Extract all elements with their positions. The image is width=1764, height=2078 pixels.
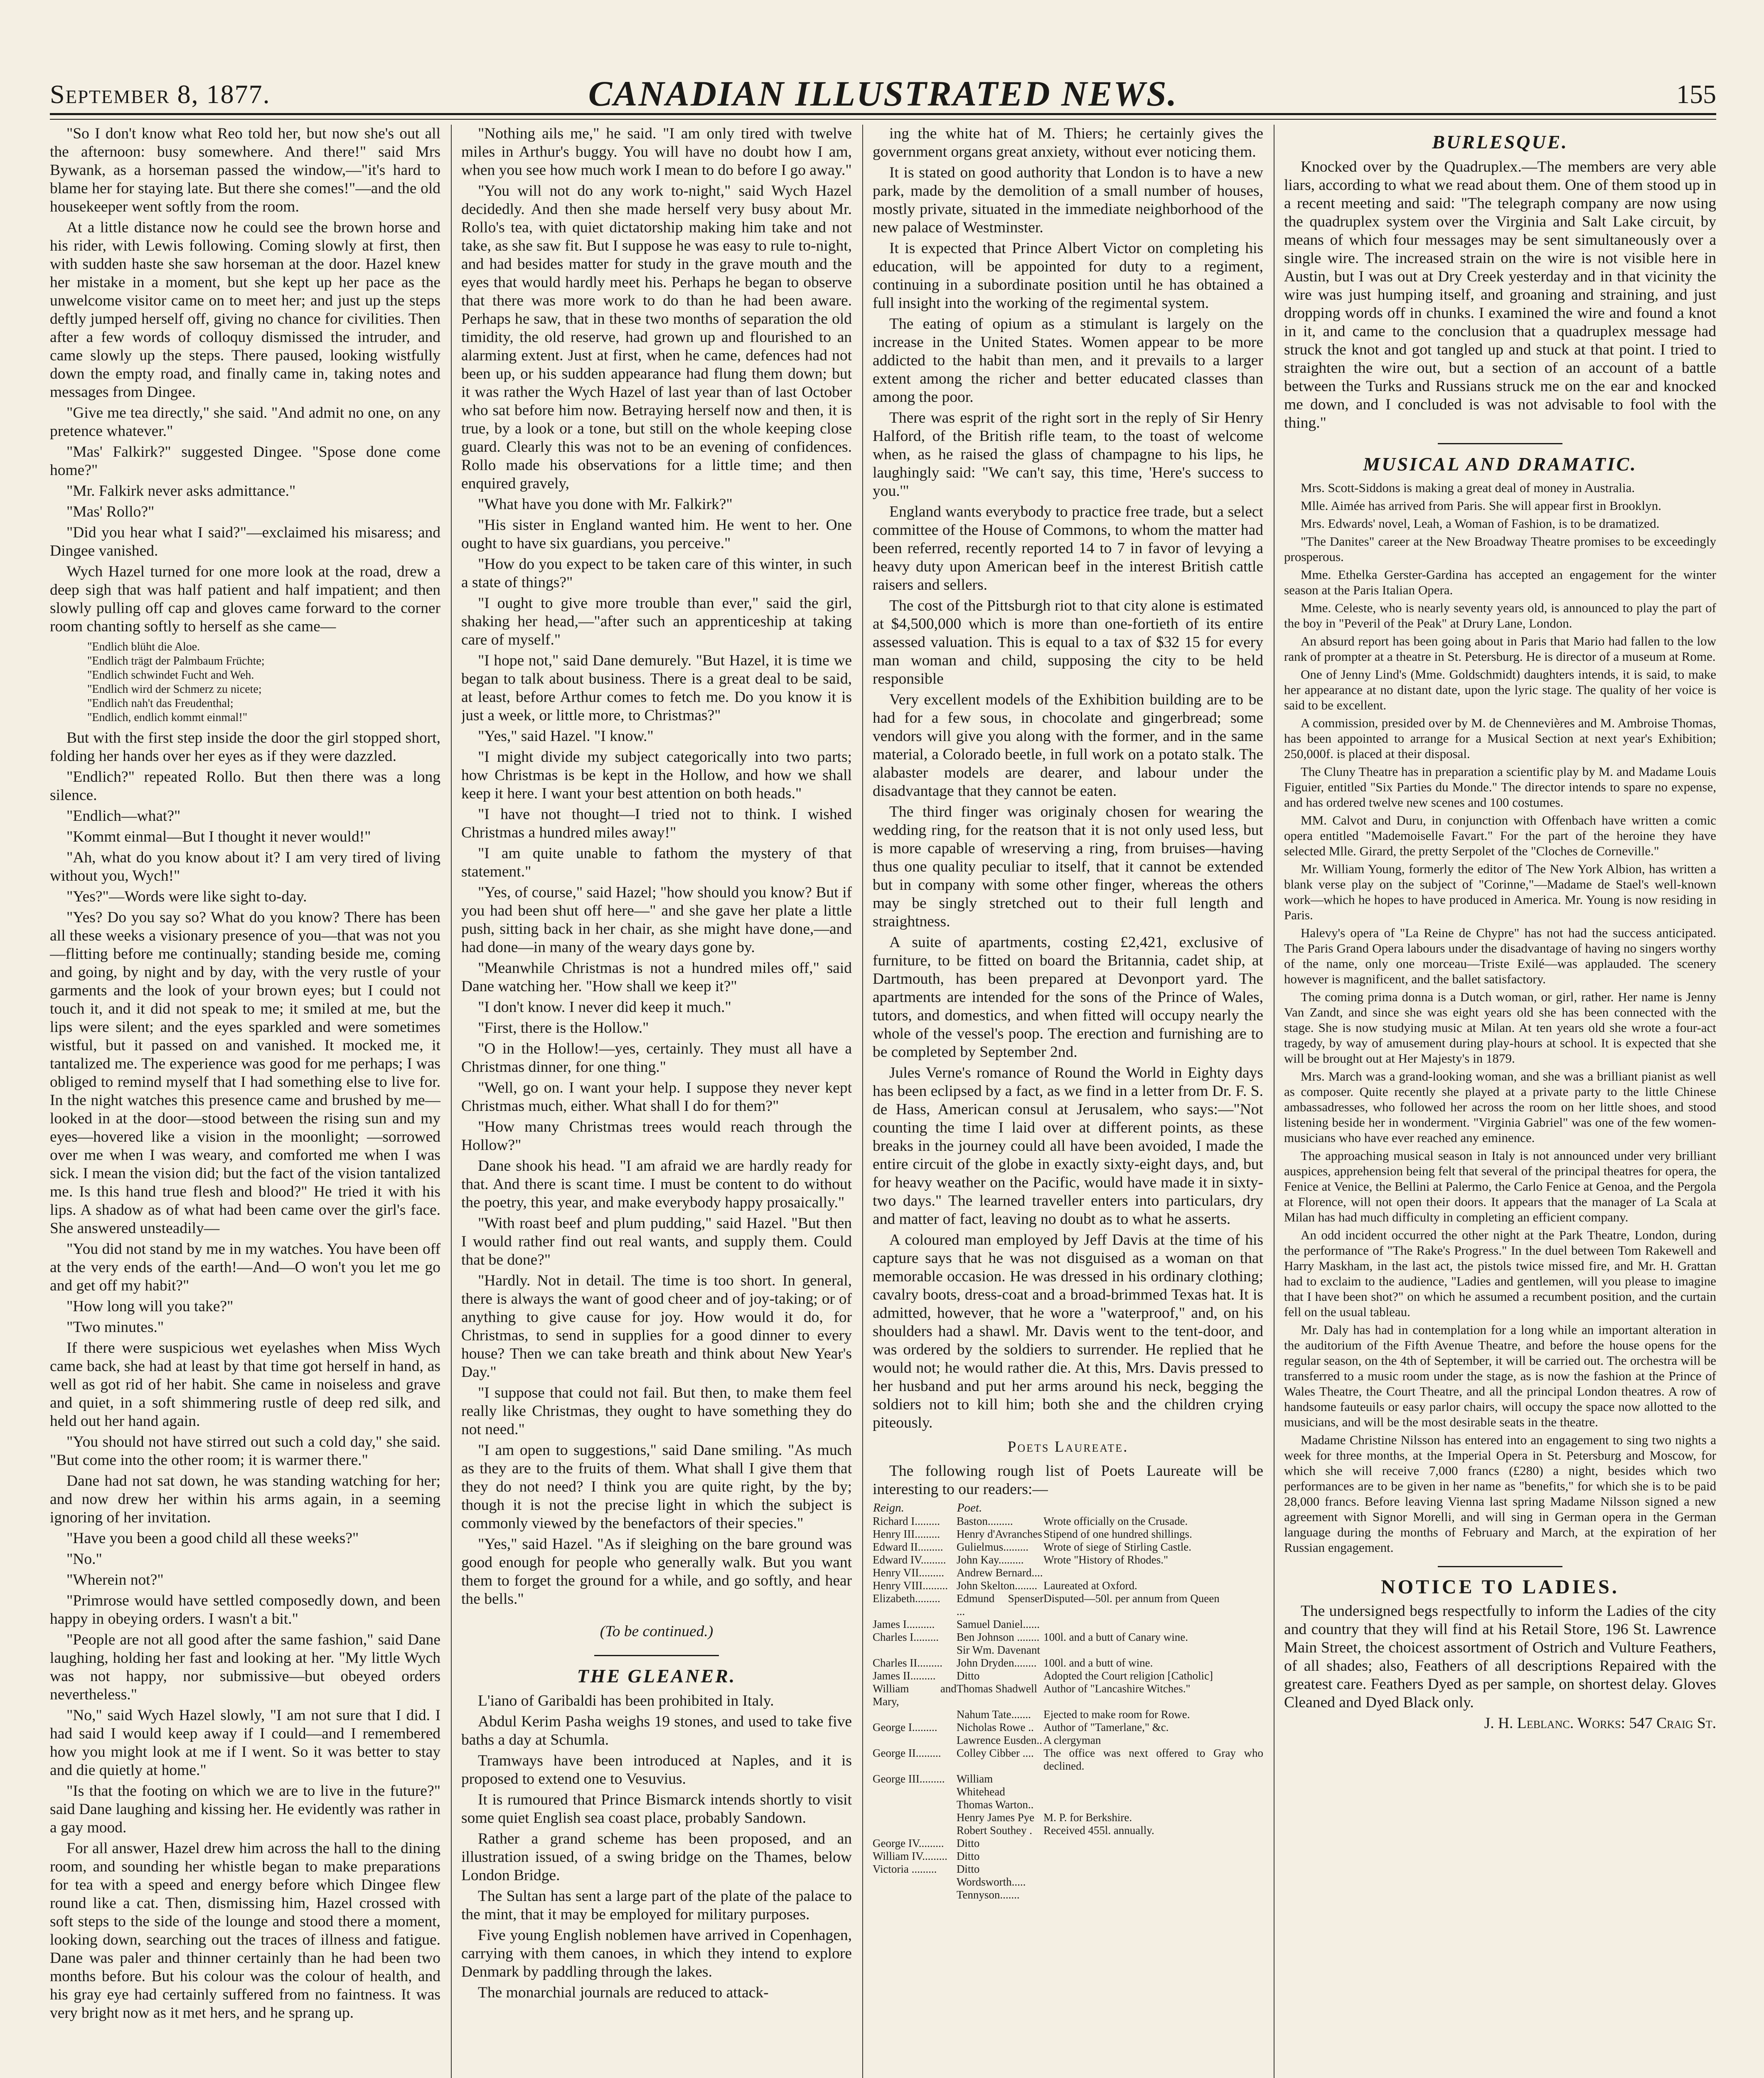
note-cell bbox=[1043, 1773, 1263, 1798]
paragraph: "First, there is the Hollow." bbox=[478, 1019, 649, 1037]
note-cell: Laureated at Oxford. bbox=[1043, 1579, 1137, 1592]
note-cell bbox=[1043, 1644, 1263, 1657]
poet-row bbox=[873, 1618, 1263, 1631]
verse-line: "Endlich trägt der Palmbaum Früchte; bbox=[87, 655, 265, 667]
news-item: The third finger was originaly chosen for wearing the wedding ring, for the reatson that it is not only used less, but is more capable of wreserving a ring, from bruises—having thus one quality peculiar to itself, that it cannot be extended but in company with some other finger, whereas the others may be singly stretched out to their full length and straightness. bbox=[873, 803, 1263, 930]
paragraph: "No," said Wych Hazel slowly, "I am not sure that I did. I had said I would keep away if I could—and I remembered how you might look at me if I went. So it was better to stay and die quietly at home." bbox=[50, 1707, 440, 1779]
reign-cell bbox=[873, 1644, 957, 1657]
poet-row bbox=[873, 1515, 1263, 1528]
paragraph: "I suppose that could not fail. But then, to make them feel really like Christmas, they ought to have something they do not need." bbox=[461, 1384, 852, 1438]
poet-cell: Baston......... bbox=[956, 1515, 1013, 1527]
poet-row bbox=[873, 1811, 1263, 1824]
news-item: "The Danites" career at the New Broadway Theatre promises to be exceedingly prosperous. bbox=[1284, 534, 1716, 564]
poet-cell: Thomas Warton.. bbox=[956, 1798, 1034, 1811]
paragraph: "No." bbox=[66, 1551, 102, 1568]
reign-cell: Henry III......... bbox=[873, 1528, 940, 1540]
paragraph: If there were suspicious wet eyelashes when Miss Wych came back, she had at least by that time got herself in hand, as well as got rid of her habit. She came in noiseless and grave and quiet, in a soft shimmering rustle of deep red silk, and held out her hand again. bbox=[50, 1339, 440, 1430]
note-cell: Author of "Tamerlane," &c. bbox=[1043, 1721, 1169, 1733]
poets-laureate-heading: Poets Laureate. bbox=[1007, 1438, 1129, 1455]
paragraph: At a little distance now he could see the brown horse and his rider, with Lewis following. Coming slowly at first, then with sudden haste she saw horseman at the door. Hazel knew her mistake in a moment, but she kept up her pace as the unwelcome visitor came on to meet her; and just up the steps deftly jumped herself off, giving no chance for civilities. Then after a few words of colloquy dismissed the intruder, and came slowly up the steps. There paused, looking wistfully down the empty road, and finally came in, taking notes and messages from Dingee. bbox=[50, 219, 440, 401]
poet-cell: Nahum Tate....... bbox=[956, 1708, 1031, 1721]
verse-line: "Endlich blüht die Aloe. bbox=[87, 640, 200, 653]
section-divider bbox=[1438, 1566, 1562, 1567]
news-item: Abdul Kerim Pasha weighs 19 stones, and used to take five baths a day at Schumla. bbox=[461, 1713, 852, 1748]
poet-row bbox=[873, 1657, 1263, 1669]
paragraph: "Hardly. Not in detail. The time is too short. In general, there is always the want of good cheer and of joy-taking; or of anything to give cause for joy. How would it do, for Christmas, to send in supplies for a good dinner to every house? Then we can take breath and think about New Year's Day." bbox=[461, 1272, 852, 1381]
poet-row bbox=[873, 1824, 1263, 1837]
reign-cell: George I......... bbox=[873, 1721, 937, 1733]
column-header-poet: Poet. bbox=[957, 1501, 982, 1514]
advertisement-text: The undersigned begs respectfully to inform the Ladies of the city and country that they will find at his Retail Store, 196 St. Lawrence Main Street, the choicest assortment of Ostrich and Vulture Feathers, of all shades; also, Feathers of all descriptions Repaired with the greatest care. Feathers Dyed as per sample, on shortest delay. Gloves Cleaned and Dyed Black only. bbox=[1284, 1603, 1716, 1711]
poet-row bbox=[873, 1528, 1263, 1541]
paragraph: "Nothing ails me," he said. "I am only tired with twelve miles in Arthur's buggy. You will have no doubt how I am, when you see how much work I mean to do before I go away." bbox=[461, 125, 852, 179]
poets-intro: The following rough list of Poets Laureate will be interesting to our readers:— bbox=[873, 1462, 1263, 1498]
paragraph: "Yes?"—Words were like sight to-day. bbox=[66, 888, 307, 905]
news-item: Very excellent models of the Exhibition building are to be had for a few sous, in chocolate and gingerbread; some vendors will give you along with the former, and in the same material, a Colorado beetle, in full work on a potato stalk. The alabaster models are dearer, and labour under the disadvantage that they cannot be eaten. bbox=[873, 691, 1263, 800]
poet-cell: Nicholas Rowe .. bbox=[956, 1721, 1034, 1733]
paragraph: "Endlich—what?" bbox=[66, 808, 181, 825]
section-divider bbox=[1438, 443, 1562, 444]
poet-row bbox=[873, 1850, 1263, 1863]
paragraph: "O in the Hollow!—yes, certainly. They must all have a Christmas dinner, for one thing." bbox=[461, 1040, 852, 1076]
issue-date: September 8, 1877. bbox=[50, 79, 271, 109]
verse-line: "Endlich wird der Schmerz zu nicete; bbox=[87, 683, 262, 696]
reign-cell: George III......... bbox=[873, 1773, 945, 1785]
news-item: Mr. Daly has had in contemplation for a long while an important alteration in the auditorium of the Fifth Avenue Theatre, and before the house opens for the regular season, on the 4th of September, it will be carried out. The orchestra will be transferred to a music room under the stage, as is now the fashion at the Prince of Wales Theatre, the Court Theatre, and all the principal London theatres. A row of handsome fauteuils or easy parlor chairs, will occupy the space now allotted to the musicians, and will be the most desirable seats in the theatre. bbox=[1284, 1322, 1716, 1429]
reign-cell: William IV......... bbox=[873, 1850, 947, 1862]
reign-cell bbox=[873, 1811, 957, 1824]
page-number: 155 bbox=[1676, 79, 1716, 109]
poet-cell: Gulielmus......... bbox=[956, 1541, 1029, 1553]
reign-cell bbox=[873, 1888, 957, 1901]
news-item: L'iano of Garibaldi has been prohibited in Italy. bbox=[478, 1692, 774, 1709]
paragraph: "I hope not," said Dane demurely. "But Hazel, it is time we began to talk about business. There is a great deal to be said, at least, before Arthur comes to fetch me. Do you know it is just a week, or little more, to Christmas?" bbox=[461, 652, 852, 724]
reign-cell: George II......... bbox=[873, 1747, 941, 1759]
poet-cell: John Dryden........ bbox=[956, 1657, 1037, 1669]
verse-line: "Endlich nah't das Freudenthal; bbox=[87, 697, 234, 710]
paragraph: "You did not stand by me in my watches. You have been off at the very ends of the earth!—And—O won't you let me go and get off my habit?" bbox=[50, 1241, 440, 1294]
column-divider bbox=[862, 125, 863, 2078]
paragraph: "Ah, what do you know about it? I am very tired of living without you, Wych!" bbox=[50, 849, 440, 884]
column-2 bbox=[461, 125, 852, 2078]
poets-laureate-table bbox=[873, 1501, 1263, 1901]
to-be-continued: (To be continued.) bbox=[600, 1623, 713, 1640]
news-item: One of Jenny Lind's (Mme. Goldschmidt) daughters intends, it is said, to make her appearance at no distant date, upon the lyric stage. The quality of her voice is said to be excellent. bbox=[1284, 667, 1716, 712]
note-cell: The office was next offered to Gray who declined. bbox=[1043, 1747, 1263, 1772]
reign-cell: Henry VII......... bbox=[873, 1566, 944, 1579]
news-item: Mr. William Young, formerly the editor of The New York Albion, has written a blank verse play on the subject of "Corinne,"—Madame de Stael's well-known work—which he hopes to have produced in America. Mr. Young is now residing in Paris. bbox=[1284, 862, 1716, 922]
note-cell bbox=[1043, 1618, 1263, 1631]
musical-items bbox=[1284, 480, 1716, 1555]
reign-cell bbox=[873, 1824, 957, 1837]
news-item: MM. Calvot and Duru, in conjunction with Offenbach have written a comic opera entitled "Mademoiselle Favart." For the part of the heroine they have selected Mlle. Girard, the pretty Serpolet of the "Cloches de Corneville." bbox=[1284, 813, 1716, 858]
paragraph: "What have you done with Mr. Falkirk?" bbox=[478, 496, 733, 513]
poet-cell: Ditto bbox=[956, 1669, 980, 1682]
reign-cell: Edward IV......... bbox=[873, 1554, 946, 1566]
paragraph: "I ought to give more trouble than ever," said the girl, shaking her head,—"after such an apprenticeship at taking care of myself." bbox=[461, 595, 852, 648]
reign-cell bbox=[873, 1798, 957, 1811]
news-item: The Sultan has sent a large part of the plate of the palace to the mint, that it may be employed for military purposes. bbox=[461, 1888, 852, 1923]
note-cell: 100l. and a butt of Canary wine. bbox=[1043, 1631, 1188, 1643]
poet-row bbox=[873, 1644, 1263, 1657]
news-item: Mrs. Scott-Siddons is making a great deal of money in Australia. bbox=[1301, 480, 1635, 495]
news-item: The approaching musical season in Italy is not announced under very brilliant auspices, apprehension being felt that several of the principal theatres for opera, the Fenice at Venice, the Bellini at Palermo, the Carlo Fenice at Genoa, and the Pergola at Florence, will not open their doors. It appears that the manager of La Scala at Milan has had much difficulty in completing an efficient company. bbox=[1284, 1148, 1716, 1224]
news-item: The monarchial journals are reduced to attack- bbox=[478, 1984, 769, 2001]
poet-cell: Colley Cibber .... bbox=[956, 1747, 1034, 1759]
paragraph: "Primrose would have settled composedly down, and been happy in obeying orders. I wasn't a bit." bbox=[50, 1592, 440, 1627]
poet-cell: Samuel Daniel...... bbox=[956, 1618, 1040, 1630]
news-item: Mme. Celeste, who is nearly seventy years old, is announced to play the part of the boy in "Peveril of the Peak" at Drury Lane, London. bbox=[1284, 601, 1716, 630]
newspaper-title: CANADIAN ILLUSTRATED NEWS. bbox=[588, 74, 1178, 113]
paragraph: "Wherein not?" bbox=[66, 1571, 164, 1588]
column-4 bbox=[1284, 125, 1716, 2078]
notice-to-ladies-heading: NOTICE TO LADIES. bbox=[1381, 1576, 1619, 1598]
paragraph: "Mr. Falkirk never asks admittance." bbox=[66, 483, 296, 500]
reign-cell: Henry VIII......... bbox=[873, 1579, 948, 1592]
poet-row bbox=[873, 1708, 1263, 1721]
note-cell: A clergyman bbox=[1043, 1734, 1101, 1746]
poet-cell: John Skelton........ bbox=[956, 1579, 1038, 1592]
poet-row bbox=[873, 1541, 1263, 1554]
poet-row bbox=[873, 1863, 1263, 1876]
note-cell bbox=[1043, 1837, 1263, 1850]
reign-cell bbox=[873, 1876, 957, 1888]
news-item: Knocked over by the Quadruplex.—The members are very able liars, according to what we read about them. One of them stood up in a recent meeting and said: "The telegraph company are now using the quadruplex system over the Virginia and Salt Lake circuit, by means of which four messages may be sent simultaneously over a single wire. The increased strain on the wire is not visible here in Austin, but I was out at Dry Creek yesterday and in that vicinity the wire was just humping itself, and groaning and straining, and just dropping words off in chunks. I examined the wire and found a knot in it, and came to the conclusion that a quadruplex message had struck the knot and got tangled up and stuck at that point. I tried to straighten the wire out, but a section of an account of a battle between the Turks and Russians struck me on the ear and knocked me down, and I concluded is was not advisable to fool with the thing." bbox=[1284, 158, 1716, 431]
news-item: Mlle. Aimée has arrived from Paris. She will appear first in Brooklyn. bbox=[1301, 498, 1661, 513]
news-item: It is rumoured that Prince Bismarck intends shortly to visit some quiet English sea coast place, probably Sandown. bbox=[461, 1791, 852, 1827]
news-item: Mrs. Edwards' novel, Leah, a Woman of Fashion, is to be dramatized. bbox=[1301, 516, 1660, 531]
poet-cell: Lawrence Eusden.. bbox=[956, 1734, 1042, 1746]
news-item: There was esprit of the right sort in the reply of Sir Henry Halford, of the British rifle team, to the toast of welcome when, as he raised the glass of champagne to his lips, he laughingly said: "We can't say, this time, 'Here's success to you.'" bbox=[873, 409, 1263, 500]
reign-cell: James I.......... bbox=[873, 1618, 935, 1630]
poet-row bbox=[873, 1773, 1263, 1798]
section-divider bbox=[594, 1655, 719, 1656]
paragraph: "I might divide my subject categorically into two parts; how Christmas is be kept in the Hollow, and how we shall keep it here. I want your best attention on both heads." bbox=[461, 748, 852, 802]
poets-table-body bbox=[873, 1515, 1263, 1901]
news-item: Rather a grand scheme has been proposed, and an illustration issued, of a swing bridge on the Thames, below London Bridge. bbox=[461, 1830, 852, 1884]
poet-row bbox=[873, 1566, 1263, 1579]
poet-cell: Ben Johnson ........ bbox=[956, 1631, 1040, 1643]
poet-row bbox=[873, 1682, 1263, 1708]
poet-cell: Tennyson....... bbox=[956, 1888, 1020, 1901]
column-3 bbox=[873, 125, 1263, 2078]
news-item: A suite of apartments, costing £2,421, exclusive of furniture, to be fitted on board the Britannia, cadet ship, at Dartmouth, has been prepared at Devonport yard. The apartments are intended for the sons of the Prince of Wales, tutors, and domestics, and when fitted will occupy nearly the whole of the vessel's poop. The erection and furnishing are to be completed by September 2nd. bbox=[873, 934, 1263, 1061]
paragraph: But with the first step inside the door the girl stopped short, folding her hands over her eyes as if they were dazzled. bbox=[50, 729, 440, 765]
column-1-serial-story bbox=[50, 125, 440, 2078]
note-cell: Disputed—50l. per annum from Queen bbox=[1043, 1592, 1220, 1605]
paragraph: Wych Hazel turned for one more look at the road, drew a deep sigh that was half patient and half impatient; and then slowly pulling off cap and gloves came forward to the corner room chanting softly to herself as she came— bbox=[50, 563, 440, 635]
paragraph: "Two minutes." bbox=[66, 1319, 164, 1336]
paragraph: "Give me tea directly," she said. "And admit no one, on any pretence whatever." bbox=[50, 404, 440, 440]
reign-cell: Elizabeth......... bbox=[873, 1592, 940, 1605]
verse-line: "Endlich schwindet Fucht and Weh. bbox=[87, 669, 254, 682]
note-cell bbox=[1043, 1566, 1263, 1579]
news-item: The Cluny Theatre has in preparation a scientific play by M. and Madame Louis Figuier, entitled "Six Parties du Monde." The director intends to spare no expense, and has ordered twelve new scenes and 100 costumes. bbox=[1284, 764, 1716, 810]
poet-cell: Robert Southey . bbox=[956, 1824, 1033, 1837]
column-divider bbox=[451, 125, 452, 2078]
news-item: Mme. Ethelka Gerster-Gardina has accepted an engagement for the winter season at the Paris Italian Opera. bbox=[1284, 567, 1716, 597]
news-item: Mrs. March was a grand-looking woman, and she was a brilliant pianist as well as composer. Quite recently she played at a private party to the little Chinese ambassadresses, who followed her across the room on her little shoes, and stood listening beside her in wonderment. "Virginia Gabriel" was one of the few women-musicians who have ever reached any eminence. bbox=[1284, 1069, 1716, 1145]
poet-cell: Henry James Pye bbox=[956, 1811, 1035, 1824]
paragraph: "You will not do any work to-night," said Wych Hazel decidedly. And then she made herself very busy about Mr. Rollo's tea, with quiet dictatorship making him take and not take, as she saw fit. But I suppose he was easy to rule to-night, and had besides matter for study in the grave mouth and the eyes that would hardly meet his. Perhaps he began to observe that there was more work to do than he had been aware. Perhaps he saw, that in these two months of separation the old timidity, the old reserve, had grown up and flourished to an alarming extent. Just at first, when he came, defences had not been up, or his sudden appearance had flung them down; but it was rather the Wych Hazel of last year than of last October who sat before him now. Betraying herself now and then, it is true, by a look or a tone, but still on the whole keeping close guard. Clearly this was not to be an evening of confidences. Rollo made his observations for a little time; and then enquired gravely, bbox=[461, 182, 852, 492]
reign-cell: Charles II......... bbox=[873, 1657, 942, 1669]
burlesque-heading: BURLESQUE. bbox=[1432, 131, 1568, 153]
poet-row bbox=[873, 1798, 1263, 1811]
news-item: Jules Verne's romance of Round the World in Eighty days has been eclipsed by a fact, as we find in a letter from Dr. F. S. de Hass, American consul at Jerusalem, who says:—"Not counting the time I laid over at different points, as these breaks in the journey could all have been avoided, I made the entire circuit of the globe in exactly sixty-eight days, and, but for heavy weather on the Pacific, would have made it in sixty-two days." The learned traveller enters into particulars, dry and matter of fact, leaving no doubt as to what he asserts. bbox=[873, 1064, 1263, 1228]
masthead-rule bbox=[50, 113, 1716, 115]
news-item: The coming prima donna is a Dutch woman, or girl, rather. Her name is Jenny Van Zandt, and since she was eight years old she has been connected with the stage. She is now studying music at Milan. At ten years old she wrote a four-act tragedy, by way of amusement during play-hours at school. It is expected that she will be brought out at Her Majesty's in 1879. bbox=[1284, 990, 1716, 1066]
poet-row bbox=[873, 1837, 1263, 1850]
poet-row bbox=[873, 1554, 1263, 1566]
news-item: Tramways have been introduced at Naples, and it is proposed to extend one to Vesuvius. bbox=[461, 1752, 852, 1787]
news-item: Five young English noblemen have arrived in Copenhagen, carrying with them canoes, in which they intend to explore Denmark by paddling through the lakes. bbox=[461, 1927, 852, 1980]
paragraph: "Endlich?" repeated Rollo. But then there was a long silence. bbox=[50, 768, 440, 804]
paragraph: "I don't know. I never did keep it much." bbox=[478, 999, 731, 1016]
news-item: The eating of opium as a stimulant is largely on the increase in the United States. Women appear to be more addicted to the habit than men, and it prevails to a larger extent among the richer and better educated classes than among the poor. bbox=[873, 315, 1263, 406]
news-item: A coloured man employed by Jeff Davis at the time of his capture says that he was not disguised as a woman on that memorable occasion. He was dressed in his ordinary clothing; cavalry boots, dress-coat and a broad-brimmed Texas hat. It is admitted, however, that he wore a "waterproof," and, on his shoulders had a shawl. Mr. Davis went to the tent-door, and was ordered by the soldiers to surrender. He replied that he would not; he would rather die. At this, Mrs. Davis pressed to her husband and put her arms around his neck, begging the soldiers not to kill him; both she and the children crying piteously. bbox=[873, 1231, 1263, 1431]
paragraph: "I am open to suggestions," said Dane smiling. "As much as they are to the fruits of them. What shall I give them that they do not need? I think you are quite right, by the by; though it is not the precise light in which the subject is commonly viewed by the benefactors of their species." bbox=[461, 1442, 852, 1532]
gleaner-heading: THE GLEANER. bbox=[577, 1665, 736, 1687]
paragraph: "Well, go on. I want your help. I suppose they never kept Christmas much, either. What shall I do for them?" bbox=[461, 1079, 852, 1115]
news-item: Halevy's opera of "La Reine de Chypre" has not had the success anticipated. The Paris Grand Opera labours under the disadvantage of having no singers worthy of the name, only one morceau—Triste Exilé—was applauded. The scenery however is magnificent, and the ballet satisfactory. bbox=[1284, 926, 1716, 986]
reign-cell: William and Mary, bbox=[873, 1682, 957, 1708]
column-header-reign: Reign. bbox=[873, 1501, 904, 1514]
note-cell: 100l. and a butt of wine. bbox=[1043, 1657, 1153, 1669]
news-item: An absurd report has been going about in Paris that Mario had fallen to the low rank of prompter at a theatre in St. Petersburg. He is director of a museum at Rome. bbox=[1284, 634, 1716, 664]
musical-dramatic-heading: MUSICAL AND DRAMATIC. bbox=[1363, 453, 1637, 475]
paragraph: "Mas' Rollo?" bbox=[66, 503, 155, 520]
note-cell bbox=[1043, 1798, 1263, 1811]
poet-cell: Edmund Spenser ... bbox=[956, 1592, 1044, 1618]
paragraph: "Yes, of course," said Hazel; "how should you know? But if you had been shut off here—" and she gave her plate a little push, sitting back in her chair, as she might have done,—and had done—in many of the weary days gone by. bbox=[461, 884, 852, 956]
news-item: It is stated on good authority that London is to have a new park, made by the demolition of a small number of houses, mostly private, situated in the immediate neighborhood of the new palace of Westminster. bbox=[873, 164, 1263, 236]
paragraph: "You should not have stirred out such a cold day," she said. "But come into the other room; it is warmer there." bbox=[50, 1433, 440, 1469]
news-item: A commission, presided over by M. de Chennevières and M. Ambroise Thomas, has been appointed to arrange for a Musical Section at next year's Exhibition; 250,000f. is placed at their disposal. bbox=[1284, 716, 1716, 761]
paragraph: "Meanwhile Christmas is not a hundred miles off," said Dane watching her. "How shall we keep it?" bbox=[461, 960, 852, 995]
reign-cell bbox=[873, 1734, 957, 1747]
news-item: It is expected that Prince Albert Victor on completing his education, will be appointed for duty to a regiment, continuing in a subordinate position until he has obtained a full insight into the working of the regimental system. bbox=[873, 240, 1263, 312]
paragraph: "Yes," said Hazel. "I know." bbox=[478, 728, 654, 745]
note-cell: Author of "Lancashire Witches." bbox=[1043, 1682, 1191, 1695]
note-cell: Stipend of one hundred shillings. bbox=[1043, 1528, 1192, 1540]
masthead bbox=[50, 66, 1716, 112]
verse-line: "Endlich, endlich kommt einmal!" bbox=[87, 711, 248, 724]
poet-cell: Ditto bbox=[956, 1850, 980, 1862]
poet-row bbox=[873, 1579, 1263, 1592]
poet-cell: Thomas Shadwell bbox=[956, 1682, 1038, 1695]
paragraph: "How long will you take?" bbox=[66, 1298, 234, 1315]
poet-cell: Henry d'Avranches bbox=[956, 1528, 1042, 1540]
note-cell bbox=[1043, 1850, 1263, 1863]
poet-row bbox=[873, 1592, 1263, 1618]
reign-cell: Victoria ......... bbox=[873, 1863, 937, 1875]
reign-cell: Charles I......... bbox=[873, 1631, 939, 1643]
paragraph: "People are not all good after the same fashion," said Dane laughing, holding her fast and looking at her. "My little Wych was not happy, nor submissive—but obeyed orders nevertheless." bbox=[50, 1631, 440, 1703]
note-cell: Wrote officially on the Crusade. bbox=[1043, 1515, 1188, 1527]
news-item: ing the white hat of M. Thiers; he certainly gives the government organs great anxiety, without ever noticing them. bbox=[873, 125, 1263, 160]
poet-cell: Wordsworth..... bbox=[956, 1876, 1026, 1888]
note-cell: Ejected to make room for Rowe. bbox=[1043, 1708, 1190, 1721]
paragraph: "I am quite unable to fathom the mystery of that statement." bbox=[461, 845, 852, 880]
paragraph: "Yes? Do you say so? What do you know? There has been all these weeks a visionary presence of you—that was not you—flitting before me continually; standing beside me, coming and going, by night and by day, with the very rustle of your garments and the look of your brown eyes; but I could not touch it, and it did not speak to me; it smiled at me, but the lips were silent; and the eyes sparkled and were sometimes wistful, but it passed on and vanished. It mocked me, it tantalized me. The experience was good for me perhaps; I was obliged to remind myself that I had something else to live for. In the night watches this presence came and brushed by me—looked in at the door—stood between the rising sun and my eyes—hovered like a vision in the moonlight; —sorrowed over me when I was weary, and comforted me when I was sick. I mean the vision did; but the fact of the vision tantalized me. Is this hand true flesh and blood?" He tried it with his lips. A shadow as of what had been came over the girl's face. She answered unsteadily— bbox=[50, 909, 440, 1237]
news-item: Madame Christine Nilsson has entered into an engagement to sing two nights a week for three months, at the Imperial Opera in St. Petersburg and Moscow, for which she will receive 7,000 francs (£280) a night, besides which two performances are to be given in her name as "benefits," for which she is to be paid 28,000 francs. Before leaving Vienna last spring Madame Nilsson signed a new agreement with Signor Morelli, and will sing in German opera in the German language during the months of February and March, at the expiration of her Russian engagement. bbox=[1284, 1433, 1716, 1555]
poet-row bbox=[873, 1631, 1263, 1644]
poet-row bbox=[873, 1876, 1263, 1888]
reign-cell: George IV......... bbox=[873, 1837, 944, 1849]
reign-cell: James II......... bbox=[873, 1669, 936, 1682]
note-cell: Wrote "History of Rhodes." bbox=[1043, 1554, 1169, 1566]
poet-cell: Ditto bbox=[956, 1837, 980, 1849]
note-cell bbox=[1043, 1876, 1263, 1888]
note-cell bbox=[1043, 1863, 1263, 1876]
paragraph: "Is that the footing on which we are to live in the future?" said Dane laughing and kissing her. He evidently was rather in a gay mood. bbox=[50, 1783, 440, 1836]
poet-row bbox=[873, 1721, 1263, 1734]
note-cell: Adopted the Court religion [Catholic] bbox=[1043, 1669, 1213, 1682]
news-item: England wants everybody to practice free trade, but a select committee of the House of Commons, to whom the matter had been referred, recently reported 14 to 7 in favor of levying a heavy duty upon American beef in the interest British cattle raisers and sellers. bbox=[873, 503, 1263, 593]
note-cell: Received 455l. annually. bbox=[1043, 1824, 1154, 1837]
reign-cell bbox=[873, 1708, 957, 1721]
paragraph: "His sister in England wanted him. He went to her. One ought to have six guardians, you perceive." bbox=[461, 517, 852, 552]
news-item: An odd incident occurred the other night at the Park Theatre, London, during the performance of "The Rake's Progress." In the duel between Tom Rakewell and Harry Maskham, in the last act, the pistols twice missed fire, and Mr. H. Grattan had to exclaim to the audience, "Ladies and gentlemen, will you please to imagine that I have been shot?" on which he assumed a recumbent position, and the curtain fell on the usual tableau. bbox=[1284, 1228, 1716, 1319]
poet-cell: Andrew Bernard.... bbox=[956, 1566, 1043, 1579]
news-item: The cost of the Pittsburgh riot to that city alone is estimated at $4,500,000 which is more than one-fortieth of its entire assessed valuation. This is equal to a tax of $32 15 for every man woman and child, supposing the city to be held responsible bbox=[873, 597, 1263, 687]
paragraph: "How many Christmas trees would reach through the Hollow?" bbox=[461, 1118, 852, 1154]
poet-cell: Ditto bbox=[956, 1863, 980, 1875]
paragraph: "Have you been a good child all these weeks?" bbox=[66, 1530, 359, 1547]
advertiser-signature: J. H. Leblanc. Works: 547 Craig St. bbox=[1484, 1715, 1716, 1732]
paragraph: "Mas' Falkirk?" suggested Dingee. "Spose done come home?" bbox=[50, 443, 440, 479]
paragraph: Dane had not sat down, he was standing watching for her; and now drew her within his arms again, in a seeming ignoring of her invitation. bbox=[50, 1472, 440, 1526]
note-cell: Wrote of siege of Stirling Castle. bbox=[1043, 1541, 1191, 1553]
paragraph: For all answer, Hazel drew him across the hall to the dining room, and sounding her whistle began to make preparations for tea with a speed and energy before which Dingee flew round like a cat. Then, dismissing him, Hazel crossed with soft steps to the side of the lounge and stood there a moment, looking down, searching out the traces of illness and fatigue. Dane was paler and thinner certainly than he had been two months before. But his colour was the colour of health, and his gray eye had certainly suffered from no faintness. It was very bright now as it met hers, and he sprang up. bbox=[50, 1840, 440, 2021]
paragraph: "So I don't know what Reo told her, but now she's out all the afternoon: busy somewhere. And there!" said Mrs Bywank, as a horseman passed the window,—"it's hard to blame her for staying late. But there she comes!"—and the old housekeeper went softly from the room. bbox=[50, 125, 440, 215]
poet-row bbox=[873, 1669, 1263, 1682]
poet-cell: Sir Wm. Davenant bbox=[956, 1644, 1041, 1656]
paragraph: "Kommt einmal—But I thought it never would!" bbox=[66, 828, 371, 845]
poet-row bbox=[873, 1888, 1263, 1901]
paragraph: "Yes," said Hazel. "As if sleighing on the bare ground was good enough for people who generally walk. But you want them to forget the ground for a while, and go softly, and hear the bells." bbox=[461, 1536, 852, 1608]
german-verse bbox=[87, 640, 440, 725]
poet-row bbox=[873, 1747, 1263, 1773]
reign-cell: Edward II......... bbox=[873, 1541, 943, 1553]
note-cell: M. P. for Berkshire. bbox=[1043, 1811, 1132, 1824]
reign-cell: Richard I......... bbox=[873, 1515, 940, 1527]
paragraph: "I have not thought—I tried not to think. I wished Christmas a hundred miles away!" bbox=[461, 806, 852, 841]
paragraph: "How do you expect to be taken care of this winter, in such a state of things?" bbox=[461, 556, 852, 591]
masthead-rule-thin bbox=[50, 119, 1716, 120]
paragraph: Dane shook his head. "I am afraid we are hardly ready for that. And there is scant time. I must be content to do without the poetry, this year, and make everybody happy prosaically." bbox=[461, 1157, 852, 1211]
note-cell bbox=[1043, 1888, 1263, 1901]
poet-row bbox=[873, 1734, 1263, 1747]
paragraph: "With roast beef and plum pudding," said Hazel. "But then I would rather find out real wants, and supply them. Could that be done?" bbox=[461, 1215, 852, 1268]
paragraph: "Did you hear what I said?"—exclaimed his misaress; and Dingee vanished. bbox=[50, 524, 440, 559]
poet-cell: John Kay......... bbox=[956, 1554, 1024, 1566]
poet-cell: William Whitehead bbox=[956, 1773, 1005, 1798]
